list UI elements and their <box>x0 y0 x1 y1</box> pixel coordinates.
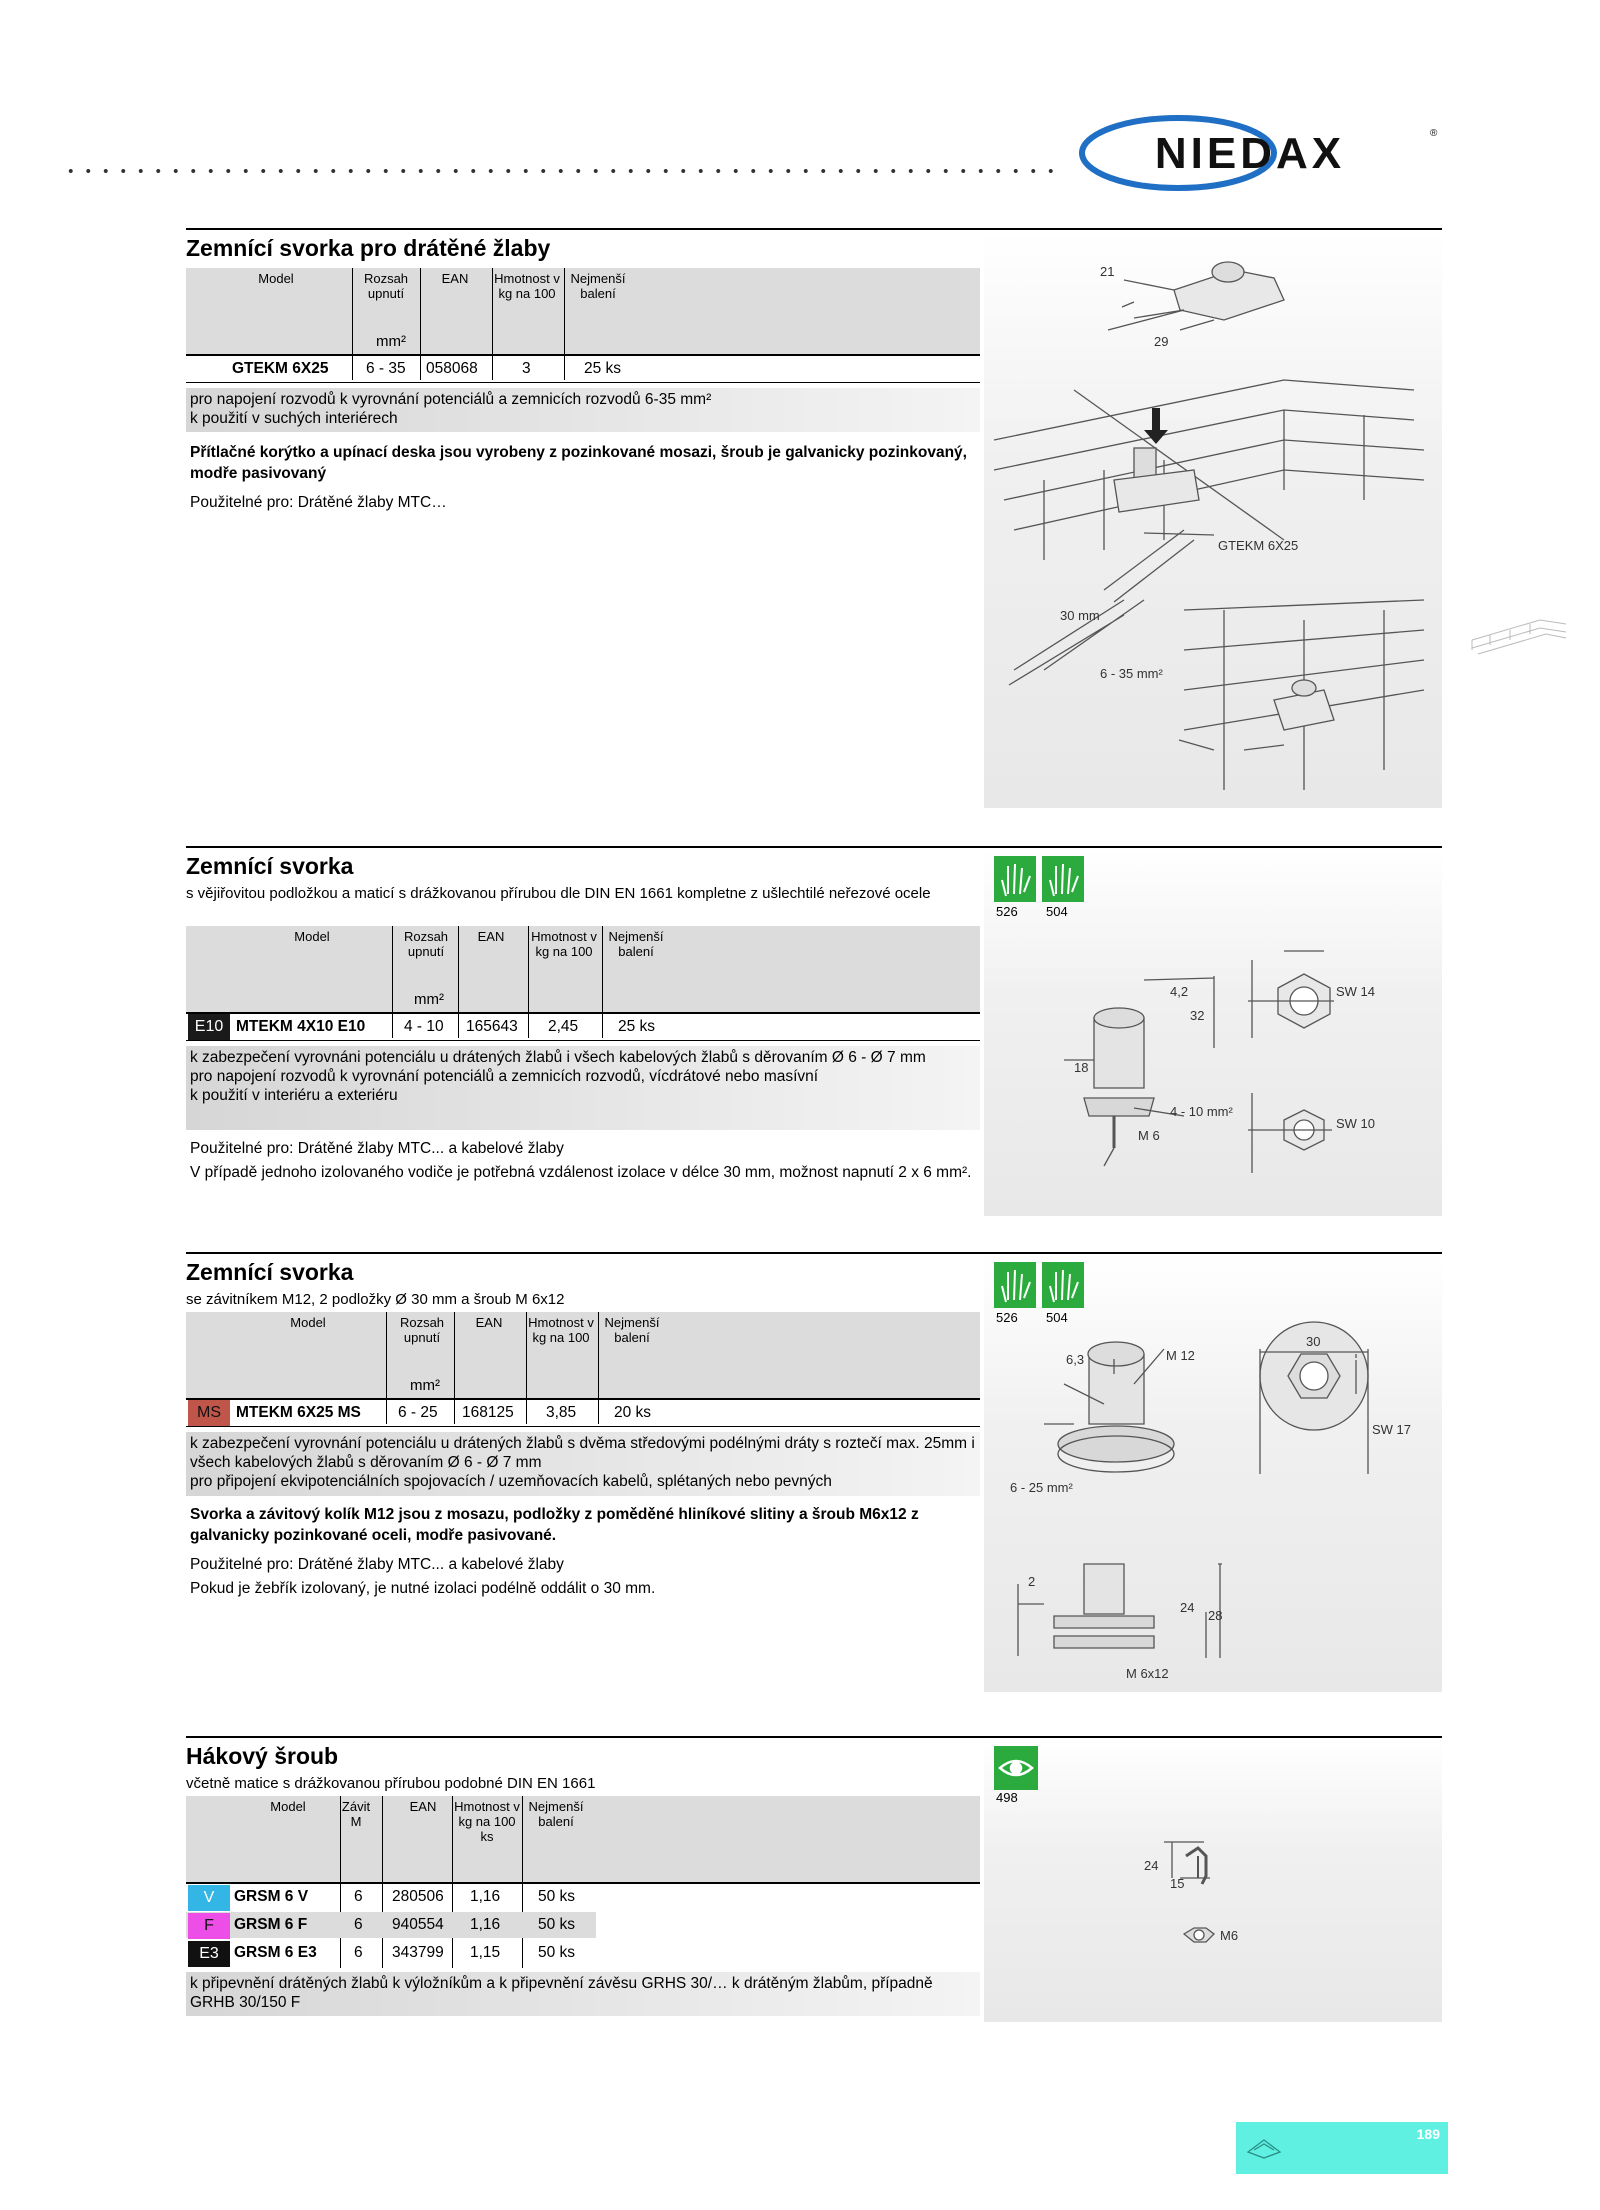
dim-label: 24 <box>1180 1600 1195 1615</box>
thread-cell: 6 <box>354 1944 363 1961</box>
dim-label: 30 mm <box>1060 608 1100 623</box>
section-title: Zemnící svorka pro drátěné žlaby <box>186 235 551 261</box>
header-ean: EAN <box>409 1799 437 1814</box>
header-weight: Hmotnost v kg na 100 <box>531 929 597 959</box>
variant-badge: E3 <box>188 1941 230 1967</box>
desc-line: k zabezpečení vyrovnáni potenciálu u drátených žlabů i všech kabelových žlabů s děrovaním Ø 6 - Ø 7 mm <box>190 1049 926 1066</box>
niedax-logo <box>1078 114 1440 192</box>
dim-label: 21 <box>1100 264 1115 279</box>
dotted-rule <box>62 166 1062 176</box>
header-weight: Hmotnost v kg na 100 ks <box>454 1799 520 1844</box>
section-hook-screw <box>186 1736 1442 2022</box>
dim-label: 18 <box>1074 1060 1089 1075</box>
isolation-note: V případě jednoho izolovaného vodiče je potřebná vzdálenost izolace v délce 30 mm, možnost napnutí 2 x 6 mm². <box>190 1164 972 1181</box>
dim-label: 24 <box>1144 1858 1159 1873</box>
weight-cell: 1,16 <box>470 1916 501 1933</box>
pack-cell: 25 ks <box>618 1018 656 1035</box>
header-range: Rozsah upnutí <box>403 929 449 959</box>
model-cell: MTEKM 6X25 MS <box>236 1404 361 1421</box>
range-cell: 6 - 25 <box>398 1404 438 1421</box>
pack-cell: 25 ks <box>584 360 622 377</box>
thread-label: M 6x12 <box>1126 1666 1169 1681</box>
insulation-note: Pokud je žebřík izolovaný, je nutné izolaci podélně oddálit o 30 mm. <box>190 1580 656 1597</box>
weight-cell: 1,16 <box>470 1888 501 1905</box>
icon-number: 498 <box>996 1790 1018 1805</box>
material-note: Svorka a závitový kolík M12 jsou z mosazu, podložky z poměděné hliníkové slitiny a šroub M6x12 z galvanicky pozinkované oceli, modře pasivované. <box>190 1506 919 1544</box>
header-weight: Hmotnost v kg na 100 <box>528 1315 594 1345</box>
thread-cell: 6 <box>354 1888 363 1905</box>
variant-badge: MS <box>188 1400 230 1426</box>
range-label: 6 - 25 mm² <box>1010 1480 1073 1495</box>
table-row <box>186 1014 980 1040</box>
tray-icon <box>1244 2132 1284 2162</box>
ean-cell: 343799 <box>392 1944 444 1961</box>
weight-cell: 3 <box>522 360 531 377</box>
desc-line: pro napojení rozvodů k vyrovnání potenciálů a zemnicích rozvodů 6-35 mm² <box>190 391 712 408</box>
table-row <box>186 1912 596 1938</box>
section-title: Hákový šroub <box>186 1743 339 1769</box>
desc-line: k připevnění drátěných žlabů k výložníkům a k připevnění závěsu GRHS 30/… k drátěným žlabům, případně GRHB 30/150 F <box>190 1975 933 2011</box>
header-pack: Nejmenší balení <box>608 929 664 959</box>
table-header <box>186 1312 980 1398</box>
header-pack: Nejmenší balení <box>570 271 626 301</box>
header-model: Model <box>270 1799 306 1814</box>
pack-cell: 20 ks <box>614 1404 652 1421</box>
section-subtitle: s vějiřovitou podložkou a maticí s drážkovanou přírubou dle DIN EN 1661 kompletne z ušlechtilé neřezové ocele <box>186 885 931 902</box>
model-cell: GRSM 6 V <box>234 1888 309 1905</box>
dim-label: 4,2 <box>1170 984 1189 999</box>
range-label: 4 - 10 mm² <box>1170 1104 1233 1119</box>
header-ean: EAN <box>477 929 505 944</box>
header-model: Model <box>258 271 294 286</box>
header-thread: Závit M <box>341 1799 371 1829</box>
section-title: Zemnící svorka <box>186 1259 354 1285</box>
table-row <box>186 356 980 382</box>
product-figure <box>984 1254 1442 1692</box>
header-model: Model <box>290 1315 326 1330</box>
description-block <box>186 1046 980 1130</box>
pack-cell: 50 ks <box>538 1916 576 1933</box>
ean-cell: 168125 <box>462 1404 514 1421</box>
header-model: Model <box>294 929 330 944</box>
product-label: GTEKM 6X25 <box>1218 538 1299 553</box>
icon-number: 504 <box>1046 904 1068 919</box>
section-subtitle: se závitníkem M12, 2 podložky Ø 30 mm a šroub M 6x12 <box>186 1291 565 1308</box>
desc-line: k zabezpečení vyrovnání potenciálu u drátených žlabů s dvěma středovými podélnými dráty s roztečí max. 25mm i všech kabelových žlabů s děrovaním Ø 6 - Ø 7 mm <box>190 1435 975 1471</box>
icon-number: 504 <box>1046 1310 1068 1325</box>
header-weight: Hmotnost v kg na 100 <box>494 271 560 301</box>
wrench-size-label: SW 10 <box>1336 1116 1376 1131</box>
range-label: 6 - 35 mm² <box>1100 666 1163 681</box>
description-block <box>186 1972 980 2016</box>
ean-cell: 165643 <box>466 1018 518 1035</box>
usable-for: Použitelné pro: Drátěné žlaby MTC… <box>190 494 447 511</box>
weight-cell: 2,45 <box>548 1018 579 1035</box>
model-cell: MTEKM 4X10 E10 <box>236 1018 366 1035</box>
material-note: Přítlačné korýtko a upínací deska jsou vyrobeny z pozinkované mosazi, šroub je galvanicky pozinkovaný, modře pasivovaný <box>190 444 967 482</box>
desc-line: pro napojení rozvodů k vyrovnání potenciálů a zemnicích rozvodů, vícdrátové nebo masívní <box>190 1068 819 1085</box>
table-header <box>186 268 980 354</box>
table-row <box>186 1940 980 1966</box>
product-figure <box>984 230 1442 808</box>
product-figure <box>984 1738 1442 2022</box>
model-cell: GRSM 6 E3 <box>234 1944 317 1961</box>
section-ground-clamp-ms <box>186 1252 1442 1692</box>
section-ground-clamp-wire-tray <box>186 228 1442 808</box>
thread-label: M6 <box>1220 1928 1239 1943</box>
dim-label: 6,3 <box>1066 1352 1085 1367</box>
product-figure <box>984 848 1442 1216</box>
dim-label: 28 <box>1208 1608 1223 1623</box>
weight-cell: 3,85 <box>546 1404 577 1421</box>
icon-number: 526 <box>996 904 1018 919</box>
usable-for: Použitelné pro: Drátěné žlaby MTC... a kabelové žlaby <box>190 1140 564 1157</box>
pack-cell: 50 ks <box>538 1944 576 1961</box>
desc-line: k použití v suchých interiérech <box>190 410 398 427</box>
thread-cell: 6 <box>354 1916 363 1933</box>
dim-label: 30 <box>1306 1334 1321 1349</box>
header-range: Rozsah upnutí <box>399 1315 445 1345</box>
dim-label: 15 <box>1170 1876 1185 1891</box>
model-cell: GTEKM 6X25 <box>232 360 329 377</box>
model-cell: GRSM 6 F <box>234 1916 308 1933</box>
wrench-size-label: SW 17 <box>1372 1422 1412 1437</box>
section-subtitle: včetně matice s drážkovanou přírubou podobné DIN EN 1661 <box>186 1775 596 1792</box>
description-block <box>186 388 980 432</box>
ean-cell: 058068 <box>426 360 478 377</box>
range-cell: 4 - 10 <box>404 1018 444 1035</box>
header-range-unit: mm² <box>410 1377 440 1394</box>
ean-cell: 940554 <box>392 1916 444 1933</box>
header-range-unit: mm² <box>376 333 406 350</box>
header-range-unit: mm² <box>414 991 444 1008</box>
ean-cell: 280506 <box>392 1888 444 1905</box>
thread-label: M 6 <box>1138 1128 1160 1143</box>
header-ean: EAN <box>441 271 469 286</box>
description-block <box>186 1432 980 1496</box>
range-cell: 6 - 35 <box>366 360 406 377</box>
header-pack: Nejmenší balení <box>604 1315 660 1345</box>
weight-cell: 1,15 <box>470 1944 501 1961</box>
header-ean: EAN <box>475 1315 503 1330</box>
table-row <box>186 1884 980 1910</box>
thread-label: M 12 <box>1166 1348 1195 1363</box>
dim-label: 2 <box>1028 1574 1036 1589</box>
brand-text: NIEDAX <box>1154 129 1346 178</box>
header-pack: Nejmenší balení <box>528 1799 584 1829</box>
desc-line: pro připojení ekvipotenciálních spojovacích / uzemňovacích kabelů, splétaných nebo pevných <box>190 1473 832 1490</box>
variant-badge: E10 <box>188 1014 230 1040</box>
header-range: Rozsah upnutí <box>363 271 409 301</box>
usable-for: Použitelné pro: Drátěné žlaby MTC... a kabelové žlaby <box>190 1556 564 1573</box>
dim-label: 29 <box>1154 334 1169 349</box>
svg-text:®: ® <box>1430 128 1438 139</box>
variant-badge: V <box>188 1885 230 1911</box>
wrench-size-label: SW 14 <box>1336 984 1376 999</box>
page-number: 189 <box>1416 2126 1440 2142</box>
desc-line: k použití v interiéru a exteriéru <box>190 1087 398 1104</box>
section-title: Zemnící svorka <box>186 853 354 879</box>
table-header <box>186 1796 980 1882</box>
dim-label: 32 <box>1190 1008 1205 1023</box>
tray-thumbnail-icon <box>1470 610 1570 660</box>
icon-number: 526 <box>996 1310 1018 1325</box>
variant-badge: F <box>188 1913 230 1939</box>
section-ground-clamp-e10 <box>186 846 1442 1216</box>
table-row <box>186 1400 980 1426</box>
table-header <box>186 926 980 1012</box>
page-number-box <box>1236 2122 1448 2174</box>
pack-cell: 50 ks <box>538 1888 576 1905</box>
